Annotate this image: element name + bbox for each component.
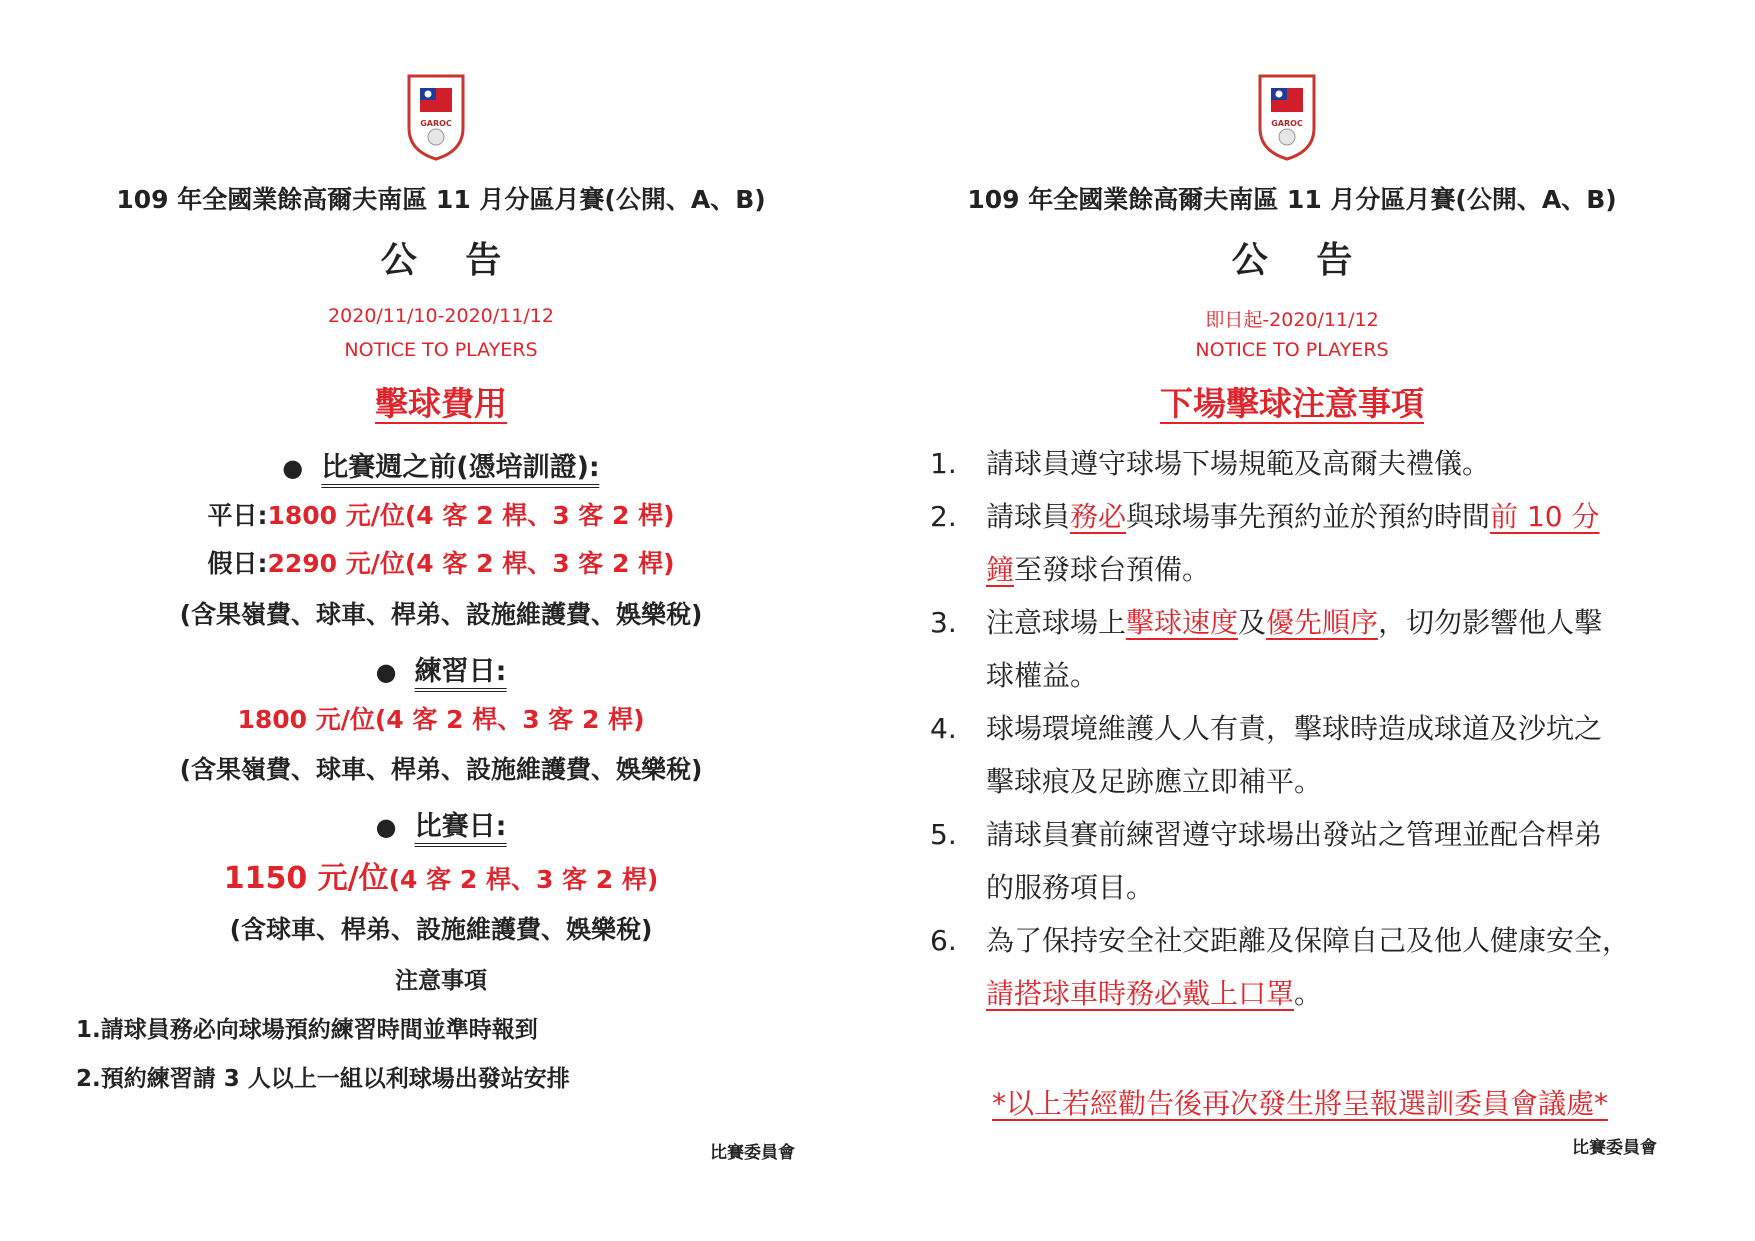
- svg-text:GAROC: GAROC: [420, 119, 452, 128]
- note-item: 1.請球員務必向球場預約練習時間並準時報到: [76, 1017, 538, 1043]
- list-item: 3. 注意球場上擊球速度及優先順序，切勿影響他人擊 球權益。: [930, 606, 1603, 692]
- notice-heading: 公 告: [1231, 240, 1371, 281]
- list-item: 6. 為了保持安全社交距離及保障自己及他人健康安全， 請搭球車時務必戴上口罩。: [930, 924, 1631, 1010]
- notes-title: 注意事項: [395, 968, 487, 994]
- signature: 比賽委員會: [1572, 1138, 1657, 1158]
- notice-label: NOTICE TO PLAYERS: [1195, 339, 1389, 361]
- match-day-includes: (含球車、桿弟、設施維護費、娛樂稅): [229, 915, 653, 944]
- list-item: 5. 請球員賽前練習遵守球場出發站之管理並配合桿弟 的服務項目。: [930, 818, 1603, 904]
- weekday-price: 平日:1800 元/位(4 客 2 桿、3 客 2 桿): [207, 501, 675, 530]
- practice-day-price: 1800 元/位(4 客 2 桿、3 客 2 桿): [237, 705, 645, 734]
- practice-day-includes: (含果嶺費、球車、桿弟、設施維護費、娛樂稅): [179, 755, 703, 784]
- page-title: 109 年全國業餘高爾夫南區 11 月分區月賽(公開、A、B): [967, 185, 1617, 214]
- holiday-price: 假日:2290 元/位(4 客 2 桿、3 客 2 桿): [207, 549, 675, 578]
- list-item: 2. 請球員務必與球場事先預約並於預約時間前 10 分 鐘至發球台預備。: [930, 500, 1600, 586]
- pre-match-title: ● 比賽週之前(憑培訓證):: [282, 445, 599, 484]
- note-item: 2.預約練習請 3 人以上一組以利球場出發站安排: [76, 1066, 570, 1092]
- warning-note: *以上若經勸告後再次發生將呈報選訓委員會議處*: [991, 1087, 1609, 1120]
- list-item: 4. 球場環境維護人人有責，擊球時造成球道及沙坑之 擊球痕及足跡應立即補平。: [930, 712, 1603, 798]
- svg-text:GAROC: GAROC: [1271, 119, 1303, 128]
- date-range: 2020/11/10-2020/11/12: [328, 305, 554, 327]
- page-title: 109 年全國業餘高爾夫南區 11 月分區月賽(公開、A、B): [116, 185, 766, 214]
- practice-day-title: ● 練習日:: [376, 649, 507, 688]
- bullet-icon: ●: [375, 658, 397, 686]
- list-item: 1. 請球員遵守球場下場規範及高爾夫禮儀。: [930, 447, 1491, 480]
- bullet-icon: ●: [375, 813, 397, 841]
- rules-list: [930, 437, 1700, 1020]
- match-day-title: ● 比賽日:: [376, 804, 507, 843]
- pre-match-includes: (含果嶺費、球車、桿弟、設施維護費、娛樂稅): [179, 600, 703, 629]
- date-range: 即日起-2020/11/12: [1205, 309, 1379, 331]
- bullet-icon: ●: [282, 454, 304, 482]
- notice-label: NOTICE TO PLAYERS: [344, 339, 538, 361]
- signature: 比賽委員會: [710, 1143, 795, 1163]
- garoc-emblem-icon: [406, 73, 466, 161]
- match-day-price: 1150 元/位(4 客 2 桿、3 客 2 桿): [223, 861, 659, 896]
- section-subtitle: 下場擊球注意事項: [1160, 384, 1424, 423]
- notice-heading: 公 告: [380, 240, 520, 281]
- section-subtitle: 擊球費用: [375, 384, 507, 423]
- garoc-emblem-icon: [1257, 73, 1317, 161]
